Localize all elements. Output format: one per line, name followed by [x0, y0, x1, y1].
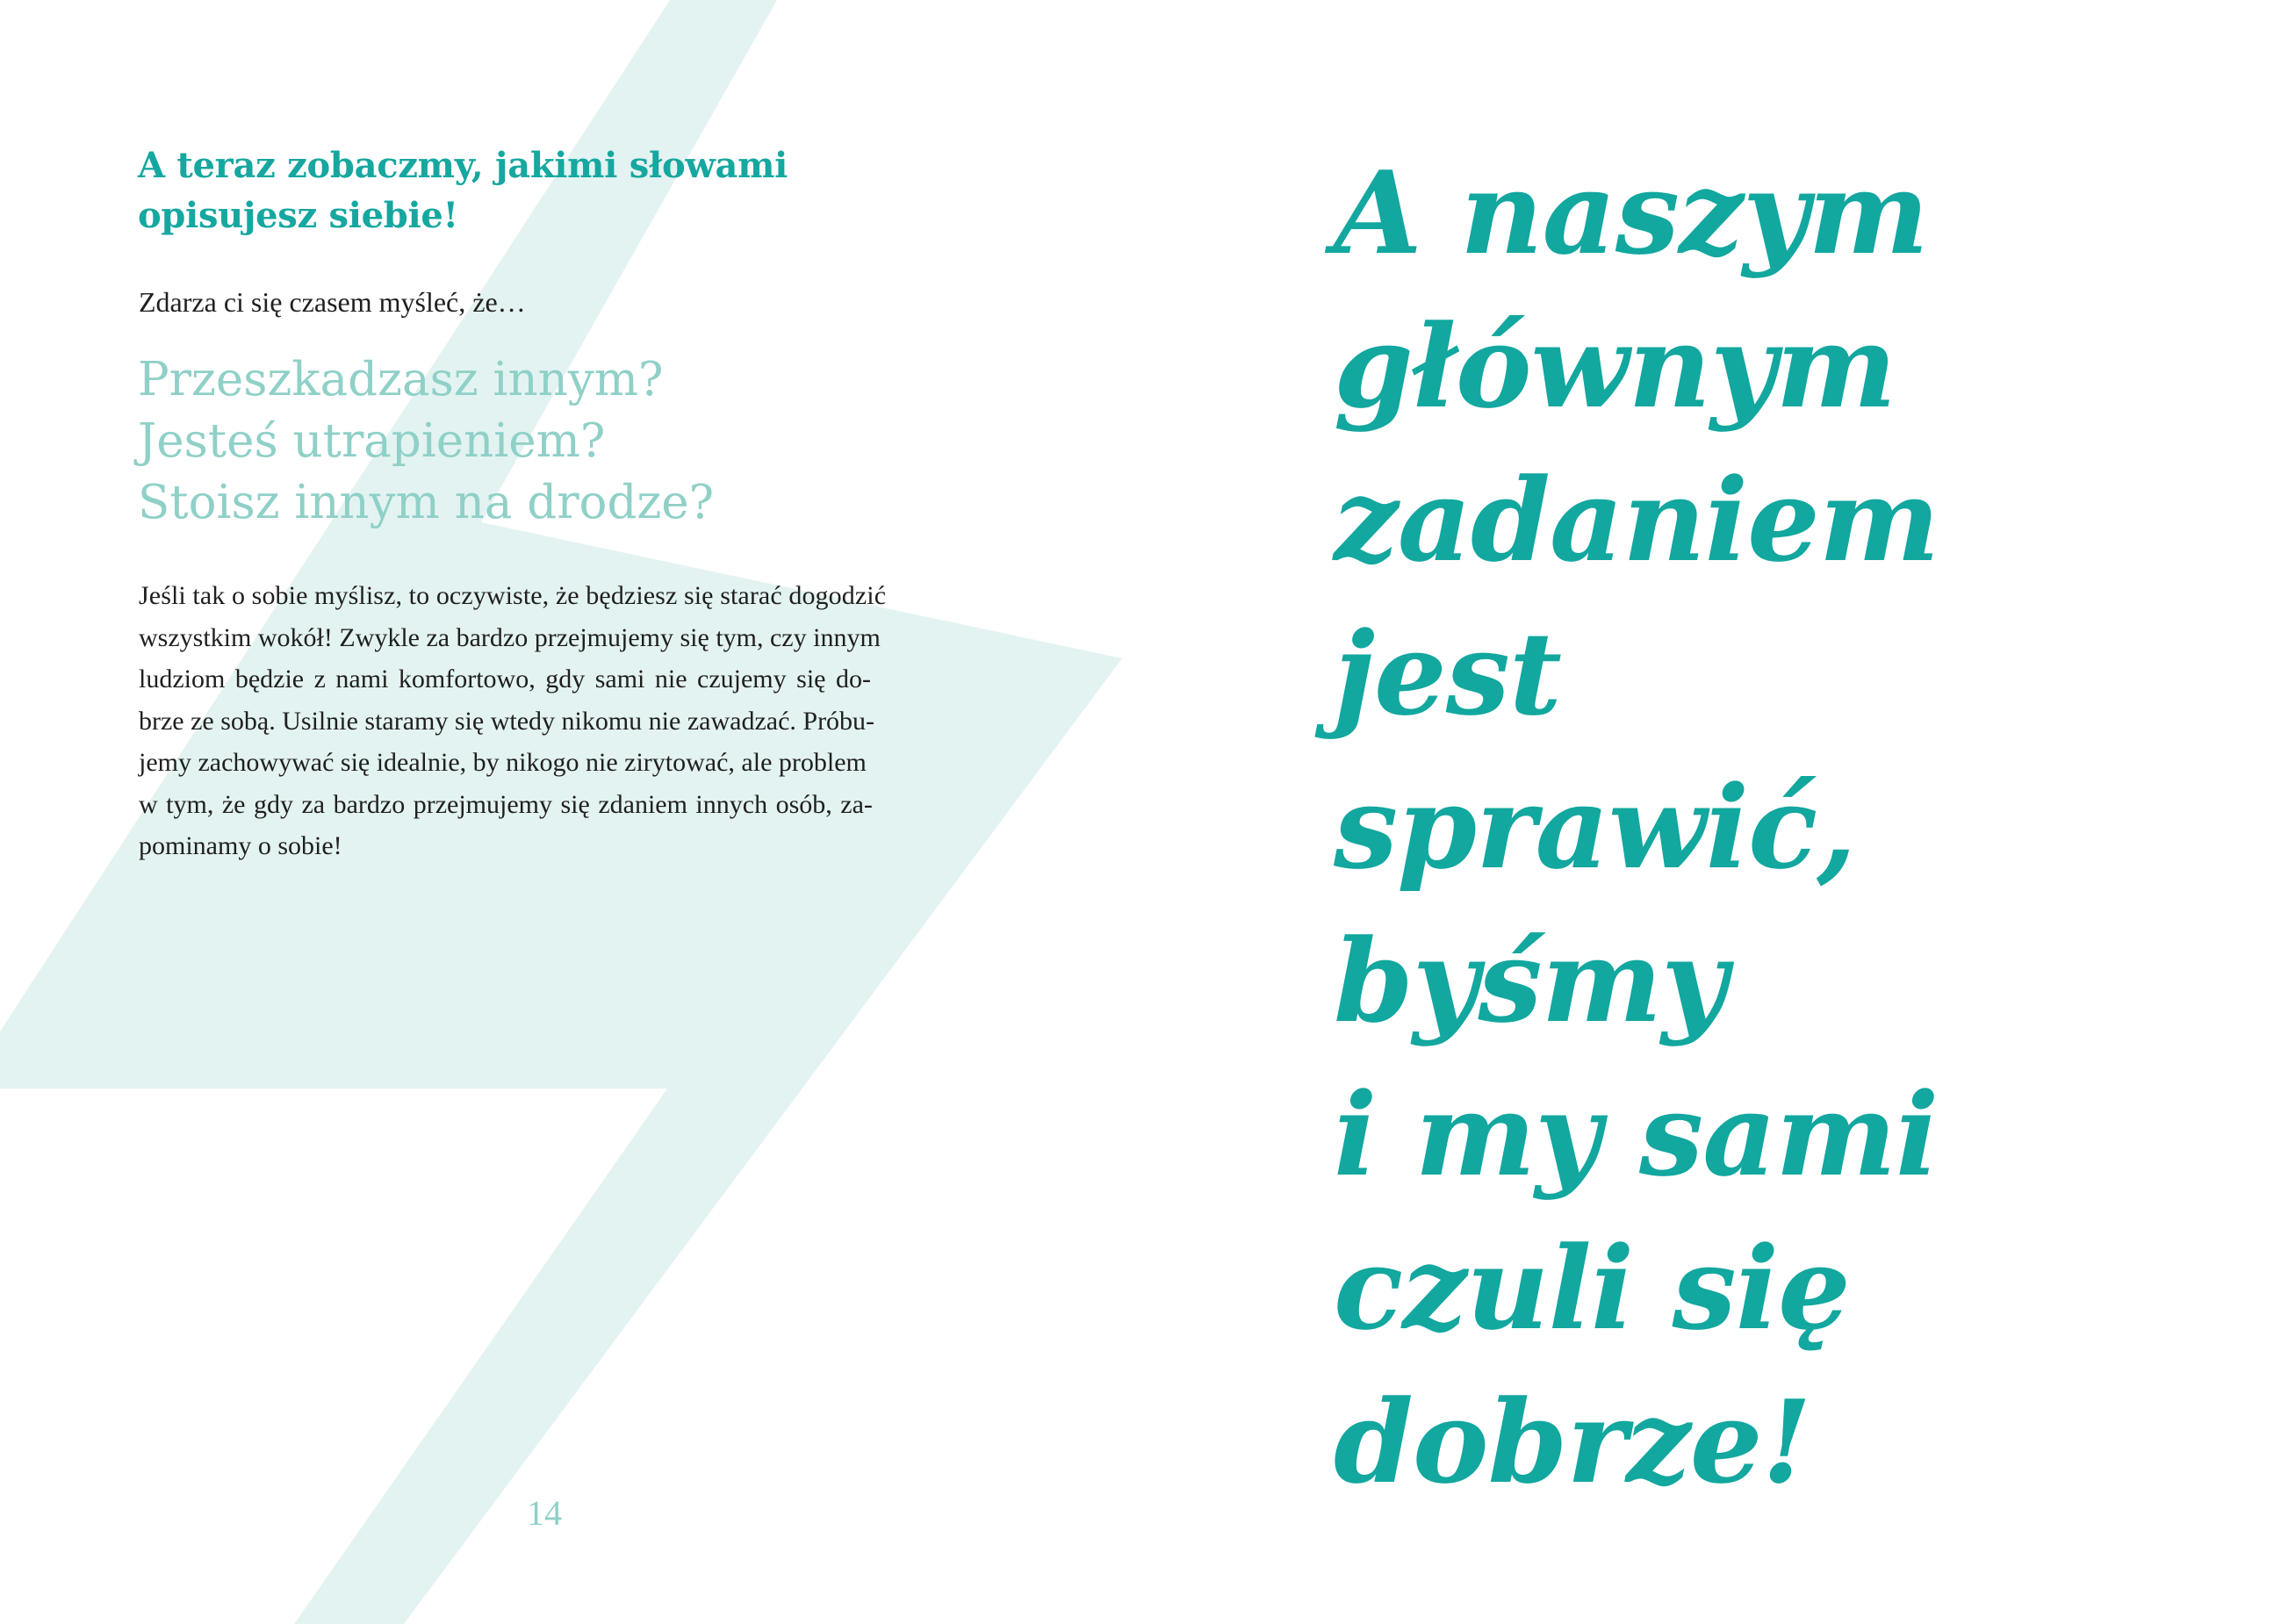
- questions-block: [138, 349, 714, 534]
- heading-line: opisujesz siebie!: [138, 195, 458, 236]
- quote-line: jest: [1334, 607, 1561, 741]
- quote-line: dobrze!: [1334, 1375, 1811, 1509]
- quote-line: głównym: [1334, 299, 1896, 434]
- section-heading: [138, 140, 805, 241]
- question-line: Jesteś utrapieniem?: [138, 414, 606, 468]
- body-paragraph: [139, 575, 955, 867]
- body-line: Jeśli tak o sobie myślisz, to oczywiste, że będziesz się starać dogodzić: [139, 581, 887, 610]
- left-page: [0, 0, 1140, 1624]
- quote-line: czuli się: [1334, 1221, 1850, 1355]
- page-number: 14: [527, 1493, 562, 1533]
- quote-line: byśmy: [1334, 914, 1727, 1048]
- right-page: [1140, 0, 2281, 1624]
- body-line: wszystkim wokół! Zwykle za bardzo przejmujemy się tym, czy innym: [139, 622, 881, 652]
- quote-line: sprawić,: [1334, 760, 1856, 895]
- question-line: Stoisz innym na drodze?: [138, 476, 715, 529]
- pull-quote: [1334, 136, 1939, 1519]
- body-line: ludziom będzie z nami komfortowo, gdy sami nie czujemy się do-: [139, 665, 871, 693]
- body-line: jemy zachowywać się idealnie, by nikogo nie zirytować, ale problem: [139, 748, 867, 777]
- intro-text: Zdarza ci się czasem myśleć, że…: [139, 286, 526, 318]
- quote-line: i my sami: [1334, 1067, 1939, 1202]
- question-line: Przeszkadzasz innym?: [138, 353, 664, 406]
- body-line: pominamy o sobie!: [139, 831, 342, 860]
- quote-line: zadaniem: [1334, 453, 1939, 587]
- heading-line: A teraz zobaczmy, jakimi słowami: [138, 145, 788, 186]
- body-line: w tym, że gdy za bardzo przejmujemy się zdaniem innych osób, za-: [139, 789, 873, 819]
- quote-line: A naszym: [1334, 146, 1928, 280]
- body-line: brze ze sobą. Usilnie staramy się wtedy nikomu nie zawadzać. Próbu-: [139, 706, 875, 736]
